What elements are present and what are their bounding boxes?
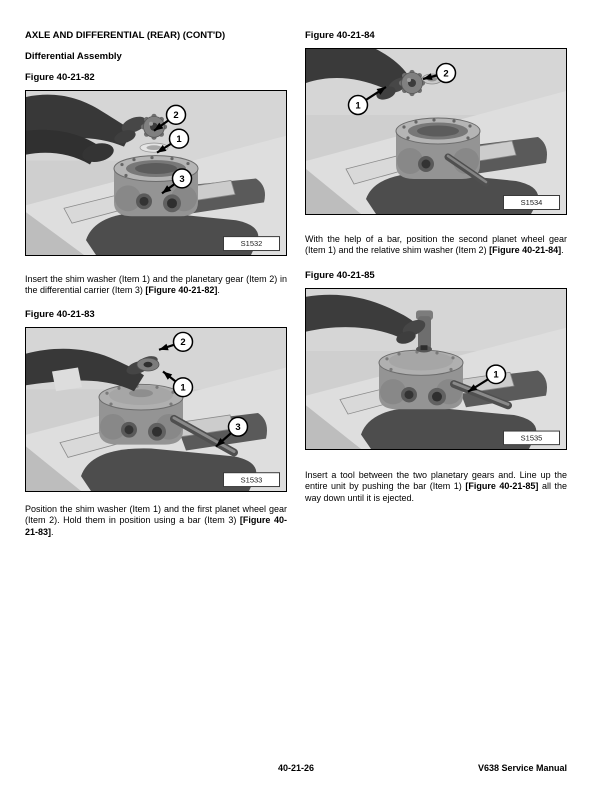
paragraph-3: With the help of a bar, position the second planet wheel gear (Item 1) and the relative shim washer (Item 2) [Figure 40-21-84]. [305,234,567,256]
left-column [25,30,287,538]
figure-83-label: Figure 40-21-83 [25,308,95,320]
callout-3: 3 [179,173,185,185]
photo-id: S1533 [240,475,263,485]
callout-1: 1 [493,369,499,380]
callout-1: 1 [176,134,182,146]
photo-id-tag [504,431,560,445]
main-title: AXLE AND DIFFERENTIAL (REAR) (CONT'D) [25,30,226,41]
photo-id: S1534 [520,198,543,208]
footer-page-number: 40-21-26 [277,763,315,773]
figure-85-label: Figure 40-21-85 [305,269,375,281]
photo-id-tag [504,196,560,210]
held-gear-washer [137,358,159,371]
figure-82-label: Figure 40-21-82 [25,72,95,83]
photo-id-tag [224,237,280,251]
photo-id: S1532 [240,239,263,249]
paragraph-4: Insert a tool between the two planetary gears and. Line up the entire unit by pushing the bar (Item 1) [Figure 40-21-85] all the way down until it is ejected. [305,469,567,503]
differential-carrier [379,350,463,409]
figure-84-photo [305,48,567,215]
page-footer [25,763,567,777]
photo-id: S1535 [520,433,543,443]
callout-2: 2 [173,110,179,122]
callout-3: 3 [235,422,241,433]
callout-2: 2 [180,337,186,348]
callout-2: 2 [443,68,449,80]
section-subtitle: Differential Assembly [25,51,122,62]
figure-83-photo [25,327,287,492]
figure-82-photo [25,90,287,256]
callout-balloons [487,365,506,383]
planetary-gear [399,70,425,96]
paragraph-2: Position the shim washer (Item 1) and the first planet wheel gear (Item 2). Hold them in position using a bar (Item 3) [Figure 40-21-83]. [25,503,287,537]
callout-1: 1 [355,100,361,112]
figure-85-photo [305,288,567,450]
footer-manual-title: V638 Service Manual [477,763,567,773]
callout-1: 1 [180,382,186,394]
photo-id-tag [224,473,280,487]
planetary-gear [141,114,167,140]
differential-carrier [99,382,186,444]
right-column [305,30,567,504]
paragraph-1: Insert the shim washer (Item 1) and the planetary gear (Item 2) in the differential carrier (Item 3) [Figure 40-21-82]. [25,274,287,296]
figure-84-label: Figure 40-21-84 [305,30,375,41]
